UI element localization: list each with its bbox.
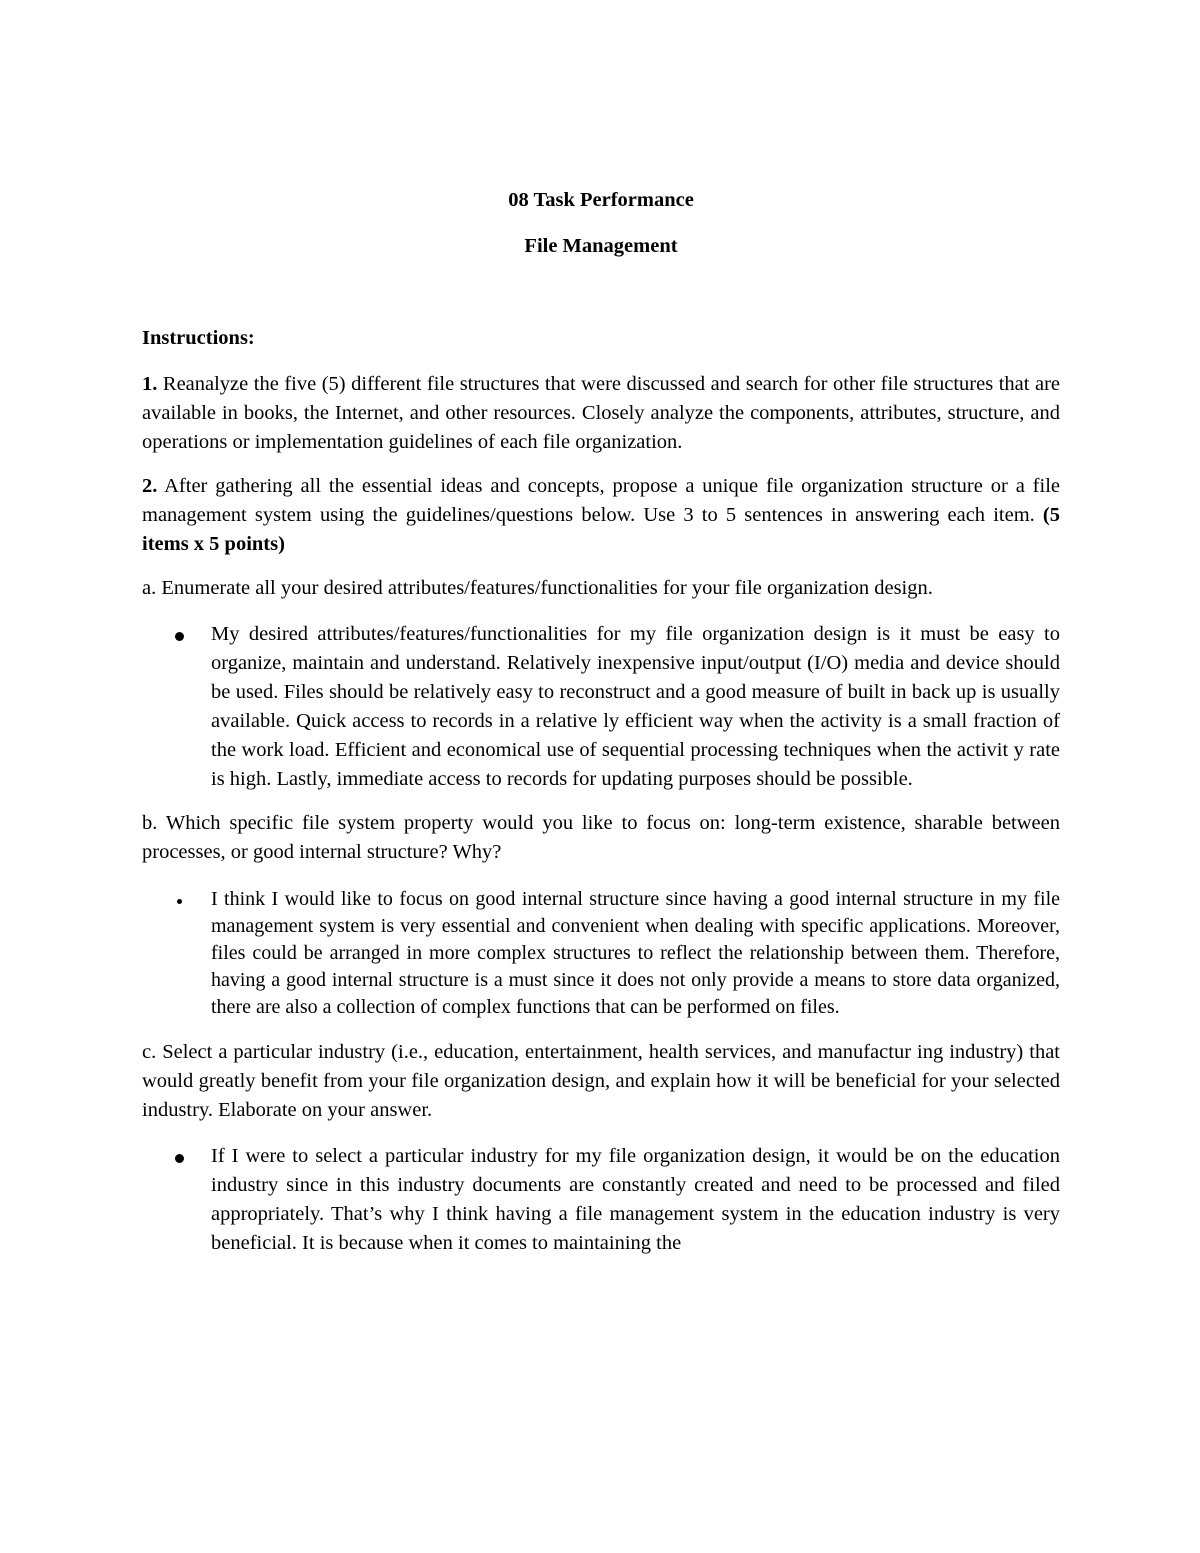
answer-c-text: If I were to select a particular industry for my file organization design, it would be on the education industry since in this industry documents are constantly created and need to be processed and filed appropriately. That’s why I think having a file management system in the education industry is very beneficial. It is because when it comes to maintaining the [211, 1145, 1060, 1254]
document-page [142, 186, 1060, 1273]
question-a: a. Enumerate all your desired attributes/features/functionalities for your file organization design. [142, 577, 933, 599]
bullet-icon [175, 1154, 184, 1163]
answer-a [142, 620, 1060, 794]
document-subtitle: File Management [524, 235, 678, 257]
instruction-item-2 [142, 472, 1060, 559]
answer-c [142, 1142, 1060, 1258]
answer-a-text: My desired attributes/features/functionalities for my file organization design is it must be easy to organize, maintain and understand. Relatively inexpensive input/output (I/O) media and device should be used. Files should be relatively easy to reconstruct and a good measure of built in back up is usually available. Quick access to records in a relative ly efficient way when the activity is a small fraction of the work load. Efficient and economical use of sequential processing techniques when the activit y rate is high. Lastly, immediate access to records for updating purposes should be possible. [211, 623, 1060, 790]
document-title: 08 Task Performance [508, 189, 694, 211]
item-number: 1. [142, 373, 158, 395]
answer-b-text: I think I would like to focus on good internal structure since having a good internal structure in my file management system is very essential and convenient when dealing with specific applications. Moreover, files could be arranged in more complex structures to reflect the relationship between them. Therefore, having a good internal structure is a must since it does not only provide a means to store data organized, there are also a collection of complex functions that can be performed on files. [211, 888, 1060, 1018]
item-text: Reanalyze the five (5) different file structures that were discussed and search for other file structures that are available in books, the Internet, and other resources. Closely analyze the components, attributes, structure, and operations or implementation guidelines of each file organization. [142, 373, 1060, 453]
item-number: 2. [142, 475, 158, 497]
answer-b [142, 886, 1060, 1021]
question-b: b. Which specific file system property would you like to focus on: long-term existence, sharable between processes, or good internal structure? Why? [142, 812, 1060, 863]
bullet-icon [175, 632, 184, 641]
instruction-item-1 [142, 370, 1060, 457]
bullet-icon [177, 899, 182, 904]
question-c: c. Select a particular industry (i.e., education, entertainment, health services, and manufactur ing industry) that would greatly benefit from your file organization design, and explain how it will be beneficial for your selected industry. Elaborate on your answer. [142, 1041, 1060, 1121]
item-points: (5 items x 5 points) [142, 504, 1060, 555]
instructions-heading: Instructions: [142, 327, 255, 349]
item-text: After gathering all the essential ideas and concepts, propose a unique file organization structure or a file management system using the guidelines/questions below. Use 3 to 5 sentences in answering each item. [142, 475, 1060, 526]
